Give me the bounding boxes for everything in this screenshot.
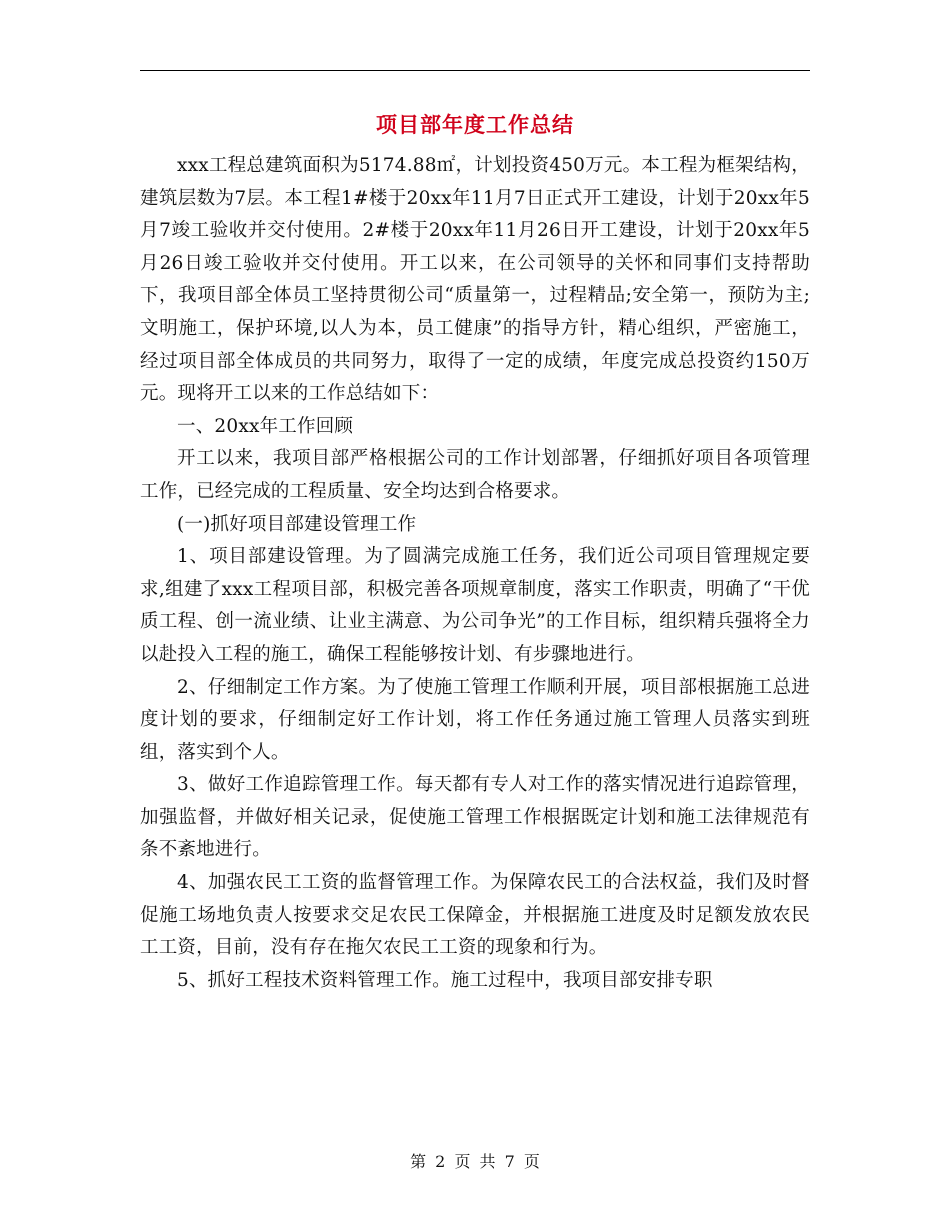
paragraph-item-2: 2、仔细制定工作方案。为了使施工管理工作顺利开展，项目部根据施工总进度计划的要求，仔细制定好工作计划，将工作任务通过施工管理人员落实到班组，落实到个人。 (140, 676, 810, 763)
document-title: 项目部年度工作总结 (376, 112, 574, 137)
paragraph-intro: xxx工程总建筑面积为5174.88㎡，计划投资450万元。本工程为框架结构，建筑层数为7层。本工程1#楼于20xx年11月7日正式开工建设，计划于20xx年5月7竣工验收并交付使用。2#楼于20xx年11月26日开工建设，计划于20xx年5月26日竣工验收并交付使用。开工以来，在公司领导的关怀和同事们支持帮助下，我项目部全体员工坚持贯彻公司“质量第一，过程精品;安全第一，预防为主;文明施工，保护环境,以人为本，员工健康”的指导方针，精心组织，严密施工，经过项目部全体成员的共同努力，取得了一定的成绩，年度完成总投资约150万元。现将开工以来的工作总结如下： (140, 155, 810, 405)
page-footer: 第 2 页 共 7 页 (410, 1152, 540, 1171)
paragraph-item-5: 5、抓好工程技术资料管理工作。施工过程中，我项目部安排专职 (177, 969, 713, 991)
paragraph-overview: 开工以来，我项目部严格根据公司的工作计划部署，仔细抓好项目各项管理工作，已经完成的工程质量、安全均达到合格要求。 (140, 448, 810, 502)
paragraph-item-3: 3、做好工作追踪管理工作。每天都有专人对工作的落实情况进行追踪管理，加强监督，并做好相关记录，促使施工管理工作根据既定计划和施工法律规范有条不紊地进行。 (140, 774, 810, 861)
document-body (140, 150, 810, 997)
paragraph-item-1: 1、项目部建设管理。为了圆满完成施工任务，我们近公司项目管理规定要求,组建了xxx工程项目部，积极完善各项规章制度，落实工作职责，明确了“干优质工程、创一流业绩、让业主满意、为公司争光”的工作目标，组织精兵强将全力以赴投入工程的施工，确保工程能够按计划、有步骤地进行。 (140, 546, 810, 665)
subsection-heading-management: (一)抓好项目部建设管理工作 (177, 513, 417, 535)
header-rule (140, 70, 810, 71)
paragraph-item-4: 4、加强农民工工资的监督管理工作。为保障农民工的合法权益，我们及时督促施工场地负责人按要求交足农民工保障金，并根据施工进度及时足额发放农民工工资，目前，没有存在拖欠农民工工资的现象和行为。 (140, 872, 810, 959)
section-heading-review: 一、20xx年工作回顾 (177, 415, 354, 437)
